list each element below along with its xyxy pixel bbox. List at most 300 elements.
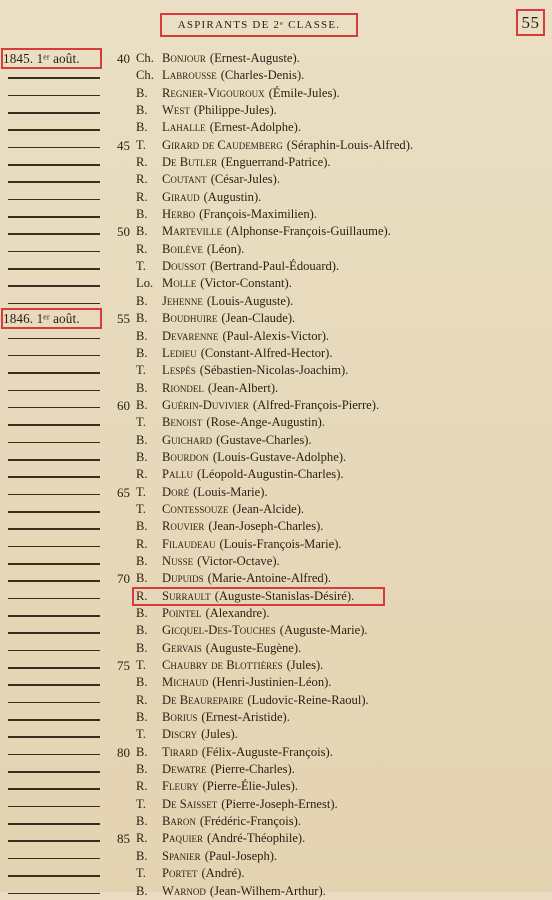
list-item <box>0 171 552 188</box>
ditto-rule <box>8 476 100 478</box>
ditto-rule <box>8 528 100 530</box>
port-abbreviation: B. <box>136 432 148 447</box>
surname: Doré <box>162 484 190 499</box>
port-abbreviation: R. <box>136 241 148 256</box>
surname: Guichard <box>162 432 213 447</box>
given-names: (François-Maximilien). <box>199 207 317 222</box>
person-entry <box>162 536 342 553</box>
list-item <box>0 50 552 67</box>
person-entry <box>162 883 326 900</box>
port-abbreviation: B. <box>136 571 148 586</box>
person-entry <box>162 206 317 223</box>
surname: Ledieu <box>162 345 197 360</box>
given-names: (Pierre-Élie-Jules). <box>202 779 298 794</box>
ditto-rule <box>8 788 100 790</box>
person-entry <box>162 796 338 813</box>
given-names: (Auguste-Eugène). <box>205 640 302 655</box>
surname: West <box>162 103 190 118</box>
surname: Jehenne <box>162 293 203 308</box>
given-names: (Sébastien-Nicolas-Joachim). <box>199 363 349 378</box>
person-entry <box>162 258 339 275</box>
list-item <box>0 813 552 830</box>
given-names: (Louis-Gustave-Adolphe). <box>212 449 347 464</box>
ditto-rule <box>8 199 100 201</box>
surname: Contessouze <box>162 501 229 516</box>
ditto-rule <box>8 858 100 860</box>
port-abbreviation: B. <box>136 380 148 395</box>
surname: De Saisset <box>162 796 218 811</box>
given-names: (André-Théophile). <box>207 831 306 846</box>
given-names: (Jean-Wilhem-Arthur). <box>209 883 326 898</box>
list-item <box>0 241 552 258</box>
list-item <box>0 657 552 674</box>
person-entry <box>162 553 280 570</box>
person-entry <box>162 102 277 119</box>
rank-number: 45 <box>117 137 130 153</box>
person-entry <box>162 50 300 67</box>
person-entry <box>162 85 340 102</box>
surname: Regnier-Vigouroux <box>162 85 265 100</box>
port-abbreviation: B. <box>136 397 148 412</box>
port-abbreviation: B. <box>136 640 148 655</box>
list-item <box>0 501 552 518</box>
surname: Lahalle <box>162 120 206 135</box>
port-abbreviation: B. <box>136 553 148 568</box>
person-entry <box>162 154 331 171</box>
port-abbreviation: T. <box>136 866 146 881</box>
list-item <box>0 397 552 414</box>
given-names: (Ernest-Auguste). <box>209 51 300 65</box>
surname: Portet <box>162 866 198 881</box>
list-item <box>0 588 552 605</box>
person-entry <box>162 605 269 622</box>
port-abbreviation: T. <box>136 658 146 673</box>
ditto-rule <box>8 285 100 287</box>
surname: Baron <box>162 814 196 829</box>
person-entry <box>162 813 301 830</box>
given-names: (Bertrand-Paul-Édouard). <box>210 259 340 274</box>
list-item <box>0 345 552 362</box>
given-names: (Séraphin-Louis-Alfred). <box>286 137 414 152</box>
given-names: (Auguste-Stanislas-Désiré). <box>214 588 355 603</box>
person-entry <box>162 501 304 518</box>
given-names: (Alexandre). <box>205 606 270 620</box>
list-item <box>0 622 552 639</box>
ditto-rule <box>8 390 100 392</box>
ditto-rule <box>8 181 100 183</box>
ditto-rule <box>8 823 100 825</box>
page-title: ASPIRANTS DE 2ᵉ CLASSE. <box>160 13 358 37</box>
list-item <box>0 761 552 778</box>
person-entry <box>162 449 346 466</box>
person-entry <box>162 674 331 691</box>
surname: De Butler <box>162 155 218 170</box>
given-names: (Louis-Auguste). <box>206 293 294 308</box>
ditto-rule <box>8 77 100 79</box>
port-abbreviation: B. <box>136 311 148 326</box>
given-names: (Alphonse-François-Guillaume). <box>226 224 391 239</box>
port-abbreviation: R. <box>136 779 148 794</box>
ditto-rule <box>8 598 100 600</box>
given-names: (André). <box>201 866 245 881</box>
given-names: (Henri-Justinien-Léon). <box>212 675 332 690</box>
surname: Coutant <box>162 172 207 187</box>
surname: Pallu <box>162 467 193 482</box>
list-item <box>0 570 552 587</box>
person-entry <box>162 137 413 154</box>
port-abbreviation: R. <box>136 467 148 482</box>
given-names: (Félix-Auguste-François). <box>201 744 333 759</box>
given-names: (César-Jules). <box>210 172 281 187</box>
list-item <box>0 137 552 154</box>
ditto-rule <box>8 112 100 114</box>
list-item <box>0 432 552 449</box>
given-names: (Auguste-Marie). <box>279 623 368 638</box>
person-entry <box>162 744 333 761</box>
port-abbreviation: T. <box>136 501 146 516</box>
port-abbreviation: B. <box>136 85 148 100</box>
ditto-rule <box>8 667 100 669</box>
port-abbreviation: T. <box>136 259 146 274</box>
port-abbreviation: B. <box>136 293 148 308</box>
surname: Bonjour <box>162 51 206 65</box>
list-item <box>0 85 552 102</box>
ditto-rule <box>8 615 100 617</box>
person-entry <box>162 692 369 709</box>
given-names: (Ludovic-Reine-Raoul). <box>247 692 369 707</box>
person-entry <box>162 241 244 258</box>
list-item <box>0 744 552 761</box>
ditto-rule <box>8 840 100 842</box>
surname: Rouvier <box>162 519 205 534</box>
ditto-rule <box>8 771 100 773</box>
given-names: (Léopold-Augustin-Charles). <box>197 467 344 482</box>
port-abbreviation: B. <box>136 883 148 898</box>
list-item <box>0 692 552 709</box>
list-item <box>0 380 552 397</box>
person-entry <box>162 189 261 206</box>
ditto-rule <box>8 251 100 253</box>
rank-number: 65 <box>117 484 130 500</box>
ditto-rule <box>8 563 100 565</box>
port-abbreviation: R. <box>136 172 148 187</box>
given-names: (Pierre-Charles). <box>210 762 295 777</box>
surname: Boudhuire <box>162 311 218 326</box>
person-entry <box>162 310 295 327</box>
port-abbreviation: T. <box>136 415 146 430</box>
rank-number: 40 <box>117 51 130 66</box>
ditto-rule <box>8 893 100 895</box>
list-item <box>0 119 552 136</box>
list-item <box>0 726 552 743</box>
port-abbreviation: R. <box>136 692 148 707</box>
list-item <box>0 275 552 292</box>
ditto-rule <box>8 580 100 582</box>
surname: Nusse <box>162 553 194 568</box>
person-entry <box>162 380 278 397</box>
surname: Devarenne <box>162 328 219 343</box>
surname: Boilève <box>162 241 203 256</box>
list-item <box>0 328 552 345</box>
surname: Molle <box>162 276 197 291</box>
surname: Discry <box>162 727 198 742</box>
port-abbreviation: B. <box>136 345 148 360</box>
list-item <box>0 796 552 813</box>
list-item <box>0 553 552 570</box>
person-entry <box>162 778 298 795</box>
person-entry <box>162 640 301 657</box>
date-highlight-box <box>1 308 102 329</box>
given-names: (Jean-Claude). <box>221 311 296 326</box>
given-names: (Léon). <box>206 241 245 256</box>
ditto-rule <box>8 147 100 149</box>
given-names: (Ernest-Adolphe). <box>209 120 301 135</box>
port-abbreviation: B. <box>136 519 148 534</box>
surname: Bourdon <box>162 449 209 464</box>
promotion-date: 1845. 1ᵉʳ août. <box>3 51 80 66</box>
given-names: (Augustin). <box>203 189 262 204</box>
surname: Gervais <box>162 640 202 655</box>
port-abbreviation: T. <box>136 363 146 378</box>
ditto-rule <box>8 875 100 877</box>
ditto-rule <box>8 216 100 218</box>
surname: Doussot <box>162 259 207 274</box>
rank-number: 75 <box>117 658 130 674</box>
given-names: (Jean-Joseph-Charles). <box>208 519 324 534</box>
given-names: (Gustave-Charles). <box>216 432 312 447</box>
surname: Guérin-Duvivier <box>162 397 249 412</box>
date-highlight-box <box>1 48 102 69</box>
ditto-rule <box>8 233 100 235</box>
list-item <box>0 674 552 691</box>
port-abbreviation: B. <box>136 328 148 343</box>
surname: Dupuids <box>162 571 204 586</box>
given-names: (Jules). <box>286 658 324 673</box>
person-entry <box>162 119 301 136</box>
list-item <box>0 605 552 622</box>
port-abbreviation: B. <box>136 710 148 725</box>
surname: Chaubry de Blottières <box>162 658 283 673</box>
surname: Filaudeau <box>162 536 216 551</box>
list-item <box>0 449 552 466</box>
ditto-rule <box>8 546 100 548</box>
list-item <box>0 536 552 553</box>
ditto-rule <box>8 338 100 340</box>
list-item <box>0 865 552 882</box>
list-item <box>0 223 552 240</box>
surname: Marteville <box>162 224 223 239</box>
port-abbreviation: T. <box>136 796 146 811</box>
port-abbreviation: Ch. <box>136 68 154 83</box>
list-item <box>0 258 552 275</box>
given-names: (Victor-Constant). <box>200 276 292 291</box>
port-abbreviation: B. <box>136 623 148 638</box>
roster-list <box>0 50 552 900</box>
surname: Spanier <box>162 848 201 863</box>
ditto-rule <box>8 424 100 426</box>
person-entry <box>162 362 348 379</box>
ditto-rule <box>8 372 100 374</box>
given-names: (Enguerrand-Patrice). <box>221 155 331 170</box>
ditto-rule <box>8 459 100 461</box>
list-item <box>0 414 552 431</box>
person-entry <box>162 414 325 431</box>
port-abbreviation: Lo. <box>136 276 154 291</box>
surname: Girard de Caudemberg <box>162 137 283 152</box>
port-abbreviation: B. <box>136 120 148 135</box>
port-abbreviation: B. <box>136 848 148 863</box>
given-names: (Paul-Joseph). <box>204 848 278 863</box>
ditto-rule <box>8 355 100 357</box>
rank-number: 60 <box>117 397 130 413</box>
list-item <box>0 848 552 865</box>
person-entry <box>162 293 293 310</box>
person-entry <box>162 466 344 483</box>
port-abbreviation: R. <box>136 536 148 551</box>
port-abbreviation: B. <box>136 814 148 829</box>
surname: Surrault <box>162 588 211 603</box>
list-item <box>0 466 552 483</box>
person-entry <box>162 622 368 639</box>
given-names: (Louis-Marie). <box>193 484 268 499</box>
person-entry <box>162 397 379 414</box>
given-names: (Constant-Alfred-Hector). <box>200 345 333 360</box>
surname: Benoist <box>162 415 203 430</box>
rank-number: 80 <box>117 744 130 760</box>
port-abbreviation: B. <box>136 224 148 239</box>
person-entry <box>162 848 277 865</box>
ditto-rule <box>8 407 100 409</box>
list-item <box>0 640 552 657</box>
port-abbreviation: B. <box>136 103 148 118</box>
surname: De Beaurepaire <box>162 692 244 707</box>
person-entry <box>162 432 312 449</box>
list-item <box>0 189 552 206</box>
person-entry <box>162 830 305 847</box>
list-item <box>0 102 552 119</box>
person-entry <box>162 761 295 778</box>
given-names: (Victor-Octave). <box>197 553 280 568</box>
ditto-rule <box>8 129 100 131</box>
port-abbreviation: T. <box>136 727 146 742</box>
given-names: (Émile-Jules). <box>268 85 340 100</box>
surname: Warnod <box>162 883 206 898</box>
rank-number: 50 <box>117 224 130 240</box>
given-names: (Pierre-Joseph-Ernest). <box>221 796 338 811</box>
given-names: (Alfred-François-Pierre). <box>252 397 380 412</box>
given-names: (Paul-Alexis-Victor). <box>222 328 330 343</box>
person-entry <box>162 570 331 587</box>
person-entry <box>162 657 323 674</box>
surname: Riondel <box>162 380 204 395</box>
ditto-rule <box>8 702 100 704</box>
port-abbreviation: B. <box>136 675 148 690</box>
port-abbreviation: R. <box>136 155 148 170</box>
given-names: (Marie-Antoine-Alfred). <box>207 571 332 586</box>
list-item <box>0 709 552 726</box>
ditto-rule <box>8 511 100 513</box>
given-names: (Louis-François-Marie). <box>219 536 342 551</box>
port-abbreviation: B. <box>136 449 148 464</box>
port-abbreviation: T. <box>136 137 146 152</box>
person-entry <box>162 328 329 345</box>
given-names: (Jean-Albert). <box>207 380 279 395</box>
promotion-date: 1846. 1ᵉʳ août. <box>3 311 80 327</box>
ditto-rule <box>8 736 100 738</box>
person-entry <box>162 865 244 882</box>
port-abbreviation: R. <box>136 588 148 603</box>
given-names: (Frédéric-François). <box>199 814 301 829</box>
person-entry <box>162 171 280 188</box>
port-abbreviation: B. <box>136 606 148 620</box>
list-item <box>0 883 552 900</box>
person-entry <box>162 223 391 240</box>
ditto-rule <box>8 494 100 496</box>
surname: Gicquel-Des-Touches <box>162 623 276 638</box>
given-names: (Jean-Alcide). <box>232 501 305 516</box>
port-abbreviation: B. <box>136 744 148 759</box>
given-names: (Charles-Denis). <box>220 68 305 83</box>
list-item <box>0 154 552 171</box>
surname: Fleury <box>162 779 199 794</box>
list-item <box>0 362 552 379</box>
person-entry <box>162 726 238 743</box>
given-names: (Jules). <box>201 727 238 742</box>
list-item <box>0 484 552 501</box>
person-entry <box>162 67 304 84</box>
person-entry <box>162 275 292 292</box>
ditto-rule <box>8 719 100 721</box>
list-item <box>0 206 552 223</box>
surname: Dewatre <box>162 762 207 777</box>
surname: Lespès <box>162 363 196 378</box>
list-item <box>0 830 552 847</box>
port-abbreviation: T. <box>136 484 146 499</box>
port-abbreviation: R. <box>136 831 148 846</box>
ditto-rule <box>8 268 100 270</box>
surname: Labrousse <box>162 68 217 83</box>
person-entry <box>162 484 268 501</box>
ditto-rule <box>8 303 100 305</box>
given-names: (Philippe-Jules). <box>193 103 277 118</box>
ditto-rule <box>8 806 100 808</box>
surname: Paquier <box>162 831 204 846</box>
person-entry <box>162 518 323 535</box>
page-number: 55 <box>516 9 545 36</box>
list-item <box>0 518 552 535</box>
rank-number: 70 <box>117 571 130 587</box>
person-entry <box>162 345 333 362</box>
rank-number: 55 <box>117 311 130 327</box>
surname: Herbo <box>162 207 196 222</box>
surname: Pointel <box>162 606 202 620</box>
surname: Michaud <box>162 675 209 690</box>
surname: Giraud <box>162 189 200 204</box>
port-abbreviation: Ch. <box>136 51 154 65</box>
port-abbreviation: R. <box>136 189 148 204</box>
given-names: (Ernest-Aristide). <box>201 710 290 725</box>
list-item <box>0 310 552 327</box>
ditto-rule <box>8 95 100 97</box>
ditto-rule <box>8 442 100 444</box>
list-item <box>0 67 552 84</box>
given-names: (Rose-Ange-Augustin). <box>206 415 325 430</box>
port-abbreviation: B. <box>136 762 148 777</box>
ditto-rule <box>8 164 100 166</box>
ditto-rule <box>8 754 100 756</box>
surname: Borius <box>162 710 198 725</box>
port-abbreviation: B. <box>136 207 148 222</box>
